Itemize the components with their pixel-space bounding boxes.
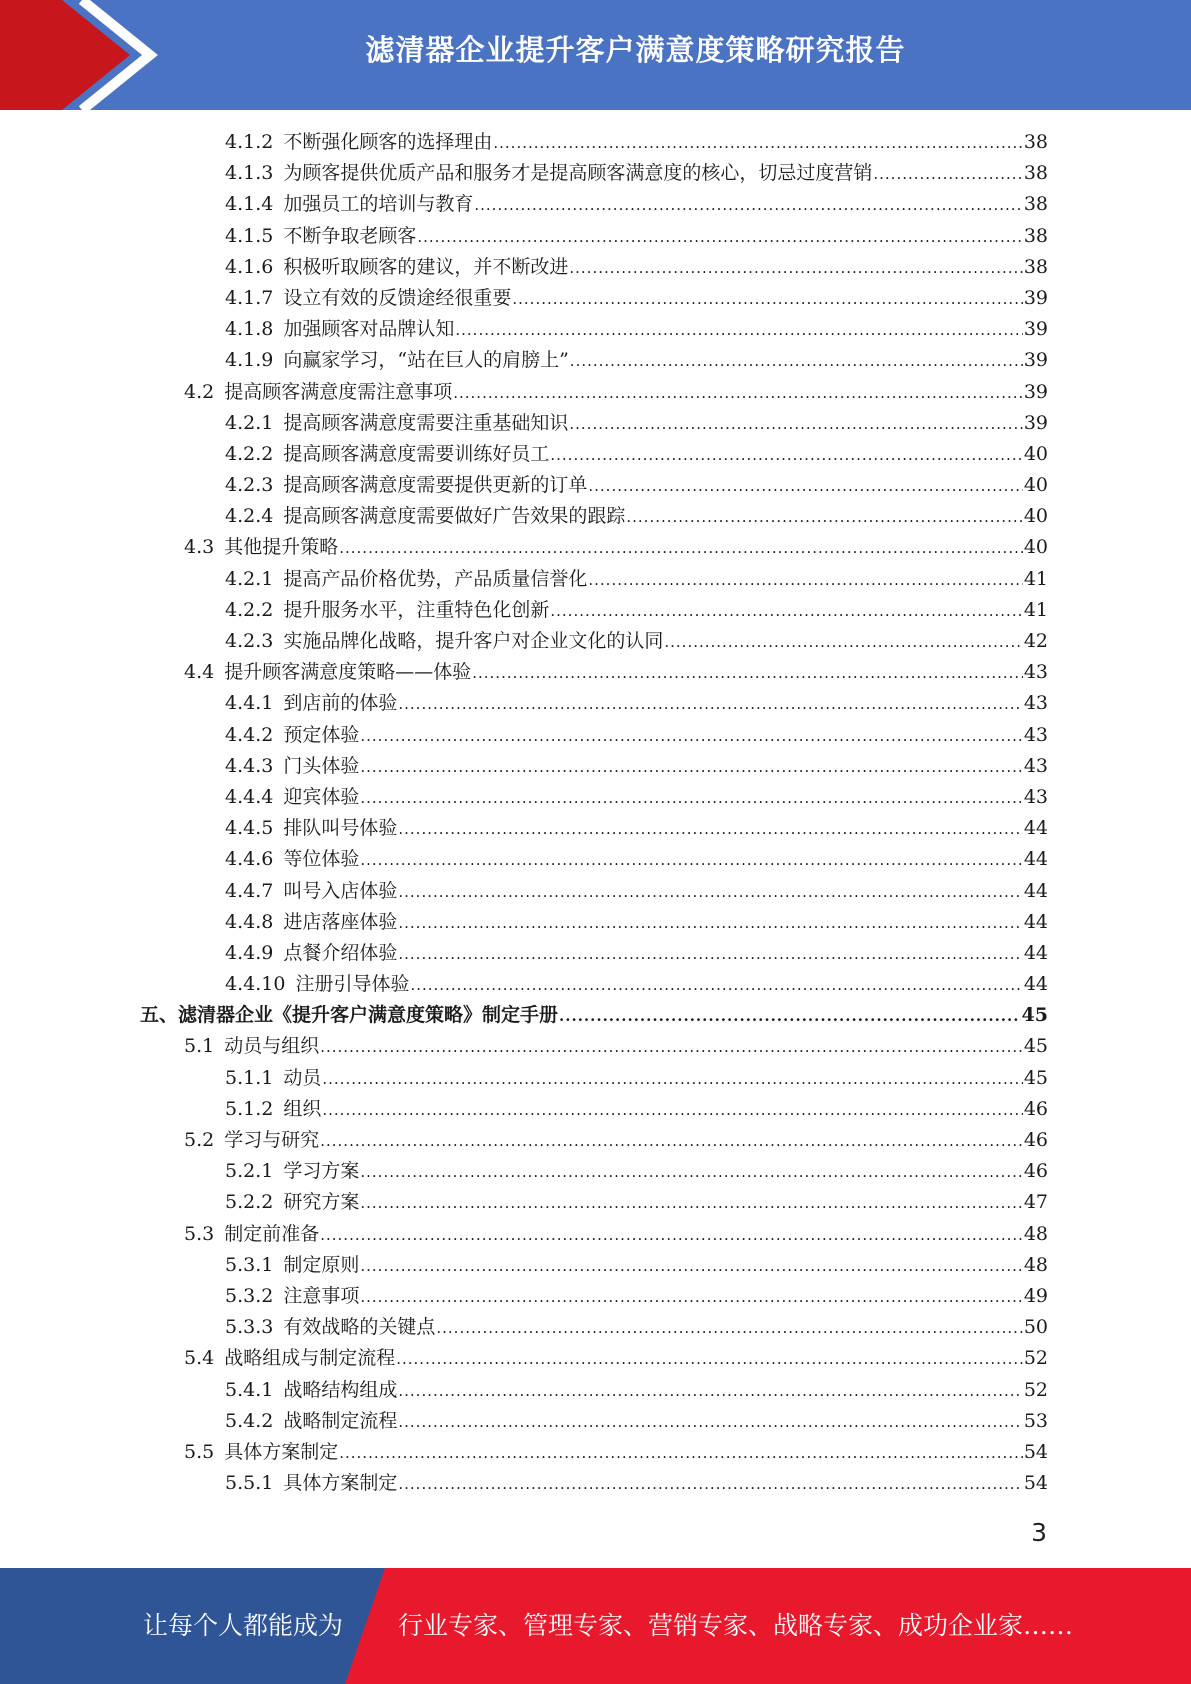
toc-entry[interactable]: [140, 969, 1048, 1000]
toc-entry-number: 4.4: [184, 661, 215, 684]
toc-entry[interactable]: [140, 470, 1048, 501]
toc-entry-title: 组织: [283, 1097, 322, 1120]
toc-entry-page: 52: [1023, 1347, 1048, 1370]
toc-entry-title: 门头体验: [283, 754, 360, 777]
toc-dot-leader: [398, 1376, 1022, 1406]
toc-entry[interactable]: [140, 221, 1048, 252]
toc-entry-number: 5.4.1: [225, 1378, 274, 1401]
toc-entry-page: 41: [1023, 567, 1048, 590]
toc-entry-page: 38: [1023, 162, 1048, 185]
toc-entry-number: 4.2.1: [225, 567, 274, 590]
toc-entry-page: 44: [1023, 879, 1048, 902]
toc-dot-leader: [339, 533, 1023, 563]
toc-entry[interactable]: [140, 938, 1048, 969]
toc-entry-page: 39: [1023, 411, 1048, 434]
toc-entry-page: 38: [1023, 255, 1048, 278]
toc-dot-leader: [322, 1064, 1022, 1094]
toc-dot-leader: [626, 502, 1022, 532]
toc-dot-leader: [664, 627, 1022, 657]
toc-entry-number: 4.1.4: [225, 193, 274, 216]
toc-entry[interactable]: [140, 844, 1048, 875]
toc-dot-leader: [360, 1282, 1022, 1312]
toc-dot-leader: [873, 159, 1022, 189]
toc-dot-leader: [453, 378, 1023, 408]
toc-entry-number: 4.1.5: [225, 224, 274, 247]
toc-entry-page: 48: [1023, 1253, 1048, 1276]
toc-dot-leader: [398, 939, 1022, 969]
toc-entry-title: 加强员工的培训与教育: [283, 193, 474, 216]
toc-dot-leader: [588, 471, 1022, 501]
toc-entry-title: 叫号入店体验: [283, 879, 398, 902]
toc-dot-leader: [570, 346, 1023, 376]
toc-entry-page: 44: [1023, 848, 1048, 871]
toc-entry[interactable]: [140, 532, 1048, 563]
toc-entry[interactable]: [140, 813, 1048, 844]
toc-entry-page: 40: [1023, 505, 1048, 528]
toc-entry-title: 动员: [283, 1066, 322, 1089]
toc-entry-title: 制定前准备: [224, 1222, 320, 1245]
toc-entry[interactable]: [140, 1187, 1048, 1218]
toc-dot-leader: [360, 721, 1022, 751]
toc-entry-number: 4.3: [184, 536, 215, 559]
toc-entry-number: 4.4.10: [225, 973, 286, 996]
page-footer: [0, 1568, 1191, 1684]
toc-entry[interactable]: [140, 688, 1048, 719]
toc-entry[interactable]: [140, 408, 1048, 439]
toc-entry-title: 其他提升策略: [224, 536, 339, 559]
toc-entry[interactable]: [140, 501, 1048, 532]
toc-entry-number: 5.1.1: [225, 1066, 274, 1089]
toc-entry-number: 5.2.2: [225, 1191, 274, 1214]
toc-entry-number: 5.3.2: [225, 1284, 274, 1307]
toc-entry[interactable]: [140, 564, 1048, 595]
toc-entry-page: 41: [1023, 598, 1048, 621]
toc-entry-page: 43: [1023, 723, 1048, 746]
toc-entry-number: 5.1: [184, 1035, 215, 1058]
toc-entry-title: 注意事项: [283, 1284, 360, 1307]
toc-entry-page: 45: [1023, 1035, 1048, 1058]
toc-entry-title: 制定原则: [283, 1253, 360, 1276]
toc-entry-page: 43: [1023, 661, 1048, 684]
toc-entry[interactable]: [140, 1125, 1048, 1156]
toc-dot-leader: [436, 1313, 1022, 1343]
toc-entry-number: 5.3: [184, 1222, 215, 1245]
toc-entry-page: 39: [1023, 318, 1048, 341]
toc-dot-leader: [455, 315, 1022, 345]
toc-entry-title: 有效战略的关键点: [283, 1316, 436, 1339]
toc-entry-number: 4.4.9: [225, 941, 274, 964]
toc-entry-page: 43: [1023, 754, 1048, 777]
toc-entry-number: 4.1.3: [225, 162, 274, 185]
toc-entry[interactable]: [140, 1406, 1048, 1437]
toc-entry[interactable]: [140, 1281, 1048, 1312]
toc-dot-leader: [559, 1001, 1021, 1031]
toc-entry-number: 4.2: [184, 380, 215, 403]
toc-entry-title: 为顾客提供优质产品和服务才是提高顾客满意度的核心，切忌过度营销: [283, 162, 873, 185]
toc-entry-page: 40: [1023, 442, 1048, 465]
toc-entry-page: 50: [1023, 1316, 1048, 1339]
toc-entry-title: 加强顾客对品牌认知: [283, 318, 455, 341]
table-of-contents: [140, 127, 1048, 1499]
toc-dot-leader: [474, 190, 1022, 220]
toc-entry-number: 4.4.2: [225, 723, 274, 746]
toc-entry-title: 具体方案制定: [224, 1440, 339, 1463]
toc-entry-page: 39: [1023, 380, 1048, 403]
toc-dot-leader: [320, 1032, 1023, 1062]
toc-entry-title: 战略结构组成: [283, 1378, 398, 1401]
toc-dot-leader: [417, 222, 1022, 252]
toc-entry-number: 4.2.3: [225, 474, 274, 497]
toc-entry-title: 提高产品价格优势，产品质量信誉化: [283, 567, 588, 590]
toc-entry-title: 学习方案: [283, 1160, 360, 1183]
toc-entry-page: 39: [1023, 349, 1048, 372]
toc-entry-number: 5.2: [184, 1129, 215, 1151]
toc-dot-leader: [360, 783, 1022, 813]
toc-entry-title: 点餐介绍体验: [283, 941, 398, 964]
toc-entry[interactable]: [140, 1156, 1048, 1187]
toc-entry[interactable]: [140, 595, 1048, 626]
toc-dot-leader: [512, 284, 1022, 314]
toc-entry-title: 注册引导体验: [295, 973, 410, 996]
toc-dot-leader: [569, 253, 1022, 283]
toc-entry-number: 5.5: [184, 1440, 215, 1463]
toc-entry[interactable]: [140, 1094, 1048, 1125]
toc-entry-title: 提升服务水平，注重特色化创新: [283, 598, 550, 621]
toc-entry-number: 5.5.1: [225, 1472, 274, 1495]
toc-entry-title: 动员与组织: [224, 1035, 320, 1058]
toc-entry-title: 不断争取老顾客: [283, 224, 417, 247]
toc-entry-title: 等位体验: [283, 848, 360, 871]
toc-entry-page: 54: [1023, 1472, 1048, 1495]
toc-entry[interactable]: [140, 1063, 1048, 1094]
toc-dot-leader: [320, 1126, 1023, 1156]
toc-entry-number: 5.3.3: [225, 1316, 274, 1339]
toc-entry-number: 4.2.2: [225, 598, 274, 621]
toc-entry[interactable]: [140, 439, 1048, 470]
toc-dot-leader: [550, 596, 1022, 626]
toc-entry-title: 滤清器企业《提升客户满意度策略》制定手册: [178, 1004, 559, 1027]
toc-entry[interactable]: [140, 377, 1048, 408]
toc-entry-page: 47: [1023, 1191, 1048, 1214]
toc-entry[interactable]: [140, 1031, 1048, 1062]
toc-entry-number: 5.4: [184, 1347, 215, 1370]
toc-entry-title: 提高顾客满意度需注意事项: [224, 380, 453, 403]
toc-dot-leader: [398, 1469, 1022, 1499]
toc-entry-number: 4.4.1: [225, 692, 274, 715]
toc-entry-number: 5.1.2: [225, 1097, 274, 1120]
toc-dot-leader: [569, 409, 1022, 439]
toc-entry-title: 提高顾客满意度需要注重基础知识: [283, 411, 569, 434]
toc-entry[interactable]: [140, 1375, 1048, 1406]
toc-entry-title: 战略制定流程: [283, 1409, 398, 1432]
toc-entry-page: 44: [1023, 973, 1048, 996]
toc-entry-page: 52: [1023, 1378, 1048, 1401]
toc-entry-title: 积极听取顾客的建议，并不断改进: [283, 255, 569, 278]
toc-entry-title: 具体方案制定: [283, 1472, 398, 1495]
toc-entry-page: 40: [1023, 474, 1048, 497]
toc-entry-number: 5.2.1: [225, 1160, 274, 1183]
toc-entry-page: 40: [1023, 536, 1048, 559]
toc-entry[interactable]: [140, 751, 1048, 782]
toc-entry[interactable]: [140, 127, 1048, 158]
toc-entry-title: 实施品牌化战略，提升客户对企业文化的认同: [283, 630, 664, 652]
toc-entry-title: 排队叫号体验: [283, 817, 398, 840]
toc-entry-number: 4.2.2: [225, 442, 274, 465]
toc-entry-page: 48: [1023, 1222, 1048, 1245]
toc-entry-page: 43: [1023, 785, 1048, 808]
toc-entry-page: 43: [1023, 692, 1048, 715]
toc-entry-number: 4.1.8: [225, 318, 274, 341]
toc-entry-title: 设立有效的反馈途经很重要: [283, 286, 512, 309]
toc-entry-page: 38: [1023, 193, 1048, 216]
toc-entry-title: 迎宾体验: [283, 785, 360, 808]
toc-entry[interactable]: [140, 314, 1048, 345]
toc-entry-number: 4.4.8: [225, 910, 274, 933]
toc-entry[interactable]: [140, 158, 1048, 189]
toc-entry-page: 39: [1023, 286, 1048, 309]
toc-entry[interactable]: [140, 1000, 1048, 1031]
toc-dot-leader: [398, 1407, 1022, 1437]
toc-dot-leader: [360, 1157, 1022, 1187]
toc-entry[interactable]: [140, 1343, 1048, 1374]
toc-entry[interactable]: [140, 283, 1048, 314]
toc-dot-leader: [339, 1438, 1023, 1468]
toc-dot-leader: [398, 689, 1022, 719]
toc-dot-leader: [588, 565, 1022, 595]
toc-dot-leader: [360, 1251, 1022, 1281]
toc-entry-title: 预定体验: [283, 723, 360, 746]
toc-dot-leader: [322, 1095, 1022, 1125]
toc-entry[interactable]: [140, 189, 1048, 220]
toc-entry-number: 4.4.4: [225, 785, 274, 808]
toc-entry-title: 战略组成与制定流程: [224, 1347, 396, 1370]
toc-dot-leader: [398, 908, 1022, 938]
toc-entry-page: 42: [1023, 630, 1048, 652]
footer-slogan-right: 行业专家、管理专家、营销专家、战略专家、成功企业家……: [398, 1611, 1074, 1640]
toc-entry[interactable]: [140, 657, 1048, 688]
toc-entry[interactable]: [140, 252, 1048, 283]
toc-entry-page: 46: [1023, 1129, 1048, 1151]
toc-entry[interactable]: [140, 1437, 1048, 1468]
toc-entry-number: 4.1.2: [225, 131, 274, 153]
toc-entry-page: 49: [1023, 1284, 1048, 1307]
toc-entry-title: 提高顾客满意度需要提供更新的订单: [283, 474, 588, 497]
footer-slogan-left: 让每个人都能成为: [143, 1611, 344, 1640]
toc-entry-page: 44: [1023, 910, 1048, 933]
toc-entry-number: 5.3.1: [225, 1253, 274, 1276]
toc-entry-title: 提升顾客满意度策略——体验: [224, 661, 472, 684]
toc-entry-number: 4.1.9: [225, 349, 274, 372]
report-title: 滤清器企业提升客户满意度策略研究报告: [365, 33, 906, 67]
toc-entry-number: 4.4.5: [225, 817, 274, 840]
page-header: [0, 0, 1191, 110]
toc-dot-leader: [398, 814, 1022, 844]
toc-entry-number: 4.2.4: [225, 505, 274, 528]
toc-dot-leader: [550, 440, 1022, 470]
toc-entry-title: 提高顾客满意度需要做好广告效果的跟踪: [283, 505, 626, 528]
toc-entry-number: 4.1.7: [225, 286, 274, 309]
toc-entry-number: 4.4.3: [225, 754, 274, 777]
toc-entry-title: 到店前的体验: [283, 692, 398, 715]
toc-entry-number: 4.2.1: [225, 411, 274, 434]
toc-entry-number: 5.4.2: [225, 1409, 274, 1432]
toc-dot-leader: [320, 1220, 1023, 1250]
toc-entry-page: 54: [1023, 1440, 1048, 1463]
toc-entry-page: 38: [1023, 224, 1048, 247]
toc-dot-leader: [493, 128, 1022, 158]
toc-entry-page: 45: [1023, 1066, 1048, 1089]
toc-entry[interactable]: [140, 345, 1048, 376]
toc-entry[interactable]: [140, 1468, 1048, 1499]
toc-dot-leader: [360, 1188, 1022, 1218]
toc-dot-leader: [396, 1344, 1023, 1374]
toc-dot-leader: [410, 970, 1022, 1000]
toc-dot-leader: [360, 845, 1022, 875]
toc-entry-number: 4.4.7: [225, 879, 274, 902]
page-number: 3: [1031, 1518, 1047, 1547]
toc-entry-page: 45: [1021, 1004, 1048, 1027]
toc-entry-title: 不断强化顾客的选择理由: [283, 131, 493, 153]
toc-entry[interactable]: [140, 876, 1048, 907]
toc-entry-title: 向赢家学习，“站在巨人的肩膀上”: [283, 349, 569, 372]
toc-dot-leader: [360, 752, 1022, 782]
toc-entry-page: 53: [1023, 1409, 1048, 1432]
toc-entry[interactable]: [140, 1312, 1048, 1343]
toc-entry-page: 46: [1023, 1097, 1048, 1120]
toc-dot-leader: [472, 658, 1023, 688]
toc-entry-title: 学习与研究: [224, 1129, 320, 1151]
toc-entry-title: 进店落座体验: [283, 910, 398, 933]
toc-entry-number: 五、: [140, 1004, 179, 1027]
toc-entry-title: 提高顾客满意度需要训练好员工: [283, 442, 550, 465]
toc-entry[interactable]: [140, 907, 1048, 938]
toc-entry[interactable]: [140, 626, 1048, 657]
toc-entry-title: 研究方案: [283, 1191, 360, 1214]
toc-entry[interactable]: [140, 1219, 1048, 1250]
toc-entry-number: 4.4.6: [225, 848, 274, 871]
toc-entry-page: 44: [1023, 817, 1048, 840]
toc-entry-page: 46: [1023, 1160, 1048, 1183]
toc-entry-number: 4.1.6: [225, 255, 274, 278]
toc-entry[interactable]: [140, 1250, 1048, 1281]
toc-entry[interactable]: [140, 782, 1048, 813]
toc-entry-page: 38: [1023, 131, 1048, 153]
toc-dot-leader: [398, 877, 1022, 907]
toc-entry[interactable]: [140, 720, 1048, 751]
toc-entry-number: 4.2.3: [225, 630, 274, 652]
toc-entry-page: 44: [1023, 941, 1048, 964]
